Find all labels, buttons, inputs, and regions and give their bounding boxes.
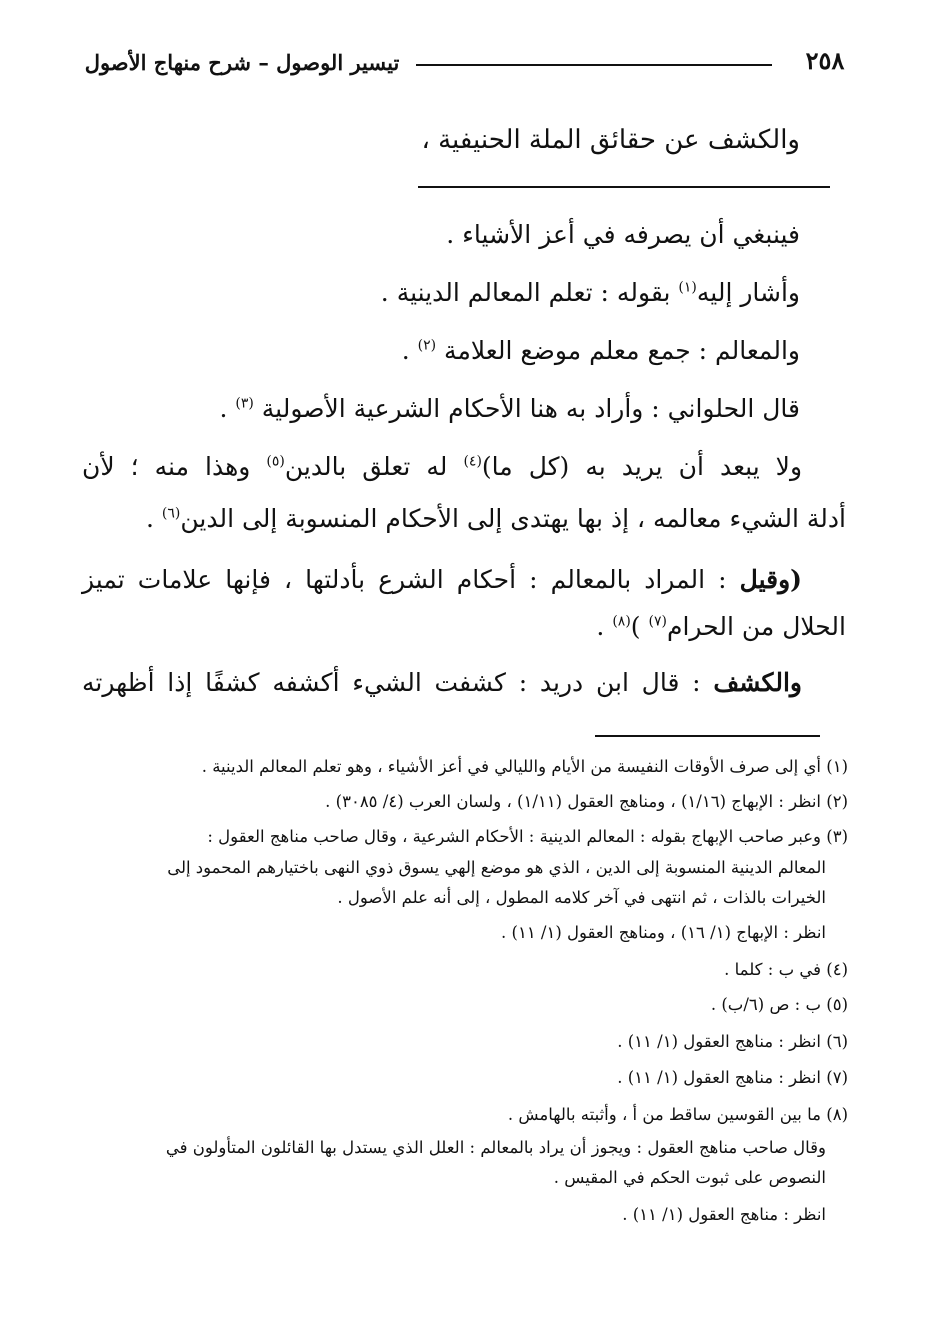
footnote-3-reference: انظر : الإبهاج (١/ ١٦) ، ومناهج العقول (١/ ١١) . [501,923,826,942]
footnote-ref: (١) [678,279,697,296]
footnote-7: (٧) انظر : مناهج العقول (١/ ١١) . [617,1068,848,1087]
body-text: الحلال من الحرام [666,612,846,641]
matn-divider [418,186,830,188]
footnote-8-reference: انظر : مناهج العقول (١/ ١١) . [622,1205,826,1224]
footnote-3-continuation: الخيرات بالذات ، ثم انتهى في آخر كلامه المطول ، إلى أنه علم الأصول . [337,888,826,907]
body-paragraph-6-line-1 [82,565,802,594]
running-title: تيسير الوصول – شرح منهاج الأصول [84,50,400,75]
body-text: ولا يبعد أن يريد به (كل ما) [481,452,803,481]
footnote-divider [595,735,820,737]
body-text: أدلة الشيء معالمه ، إذ بها يهتدى إلى الأحكام المنسوبة إلى الدين [180,504,846,533]
body-text: : المراد بالمعالم : أحكام الشرع بأدلتها ، فإنها علامات تميز [82,565,740,594]
footnote-ref: (٥) [266,453,285,470]
lead-term: والكشف [713,668,802,697]
footnote-ref: (٢) [417,337,437,354]
footnote-1: (١) أي إلى صرف الأوقات النفيسة من الأيام والليالي في أعز الأشياء ، وهو تعلم المعالم الدينية . [201,757,848,776]
body-paragraph-5-line-1 [82,452,802,481]
body-paragraph-3 [90,336,800,365]
footnote-ref: (٤) [463,453,482,470]
header-divider [416,64,772,66]
footnote-4: (٤) في ب : كلما . [724,960,848,979]
lead-term: (وقيل [739,565,802,594]
body-paragraph-2 [90,278,800,307]
body-text: له تعلق بالدين [284,452,464,481]
body-text: . [596,612,613,641]
body-text: وهذا منه ؛ لأن [82,452,267,481]
body-text: . [401,336,418,365]
body-paragraph-6-line-2 [82,612,846,641]
body-paragraph-4 [90,394,800,423]
body-text: ) [630,612,649,641]
footnote-3: (٣) وعبر صاحب الإبهاج بقوله : المعالم الدينية : الأحكام الشرعية ، وقال صاحب مناهج العقول : [207,827,848,846]
footnote-2: (٢) انظر : الإبهاج (١/١٦) ، ومناهج العقول (١/١١) ، ولسان العرب (٤/ ٣٠٨٥) . [325,792,848,811]
body-text: والمعالم : جمع معلم موضع العلامة [436,336,800,365]
body-text: بقوله : تعلم المعالم الدينية . [380,278,679,307]
body-text: وأشار إليه [696,278,800,307]
body-text: : قال ابن دريد : كشفت الشيء أكشفه كشفًا إذا أظهرته [82,668,714,697]
footnote-8: (٨) ما بين القوسين ساقط من أ ، وأثبته بالهامش . [507,1105,848,1124]
footnote-5: (٥) ب : ص (٦/ب) . [710,995,848,1014]
body-paragraph-1 [90,220,800,249]
footnote-8-continuation: وقال صاحب مناهج العقول : ويجوز أن يراد بالمعالم : العلل الذي يستدل بها القائلون المتأولون في [165,1138,826,1157]
body-text: . [145,504,162,533]
body-text: قال الحلواني : وأراد به هنا الأحكام الشرعية الأصولية [253,394,800,423]
body-text: . [219,394,236,423]
footnote-ref: (٣) [235,395,254,412]
body-paragraph-5-line-2 [82,504,846,533]
footnote-ref: (٧) [648,613,667,630]
body-text: فينبغي أن يصرفه في أعز الأشياء . [446,220,800,249]
body-paragraph-7 [82,668,802,697]
footnote-8-continuation: النصوص على ثبوت الحكم في المقيس . [553,1168,826,1187]
footnote-ref: (٦) [161,505,181,522]
page-number: ٢٥٨ [805,46,845,75]
footnote-3-continuation: المعالم الدينية المنسوبة إلى الدين ، الذي هو موضع إلهي يسوق ذوي النهى باختيارهم المحمود إلى [167,858,826,877]
footnote-6: (٦) انظر : مناهج العقول (١/ ١١) . [617,1032,848,1051]
footnote-ref: (٨) [612,613,631,630]
matn-text: والكشف عن حقائق الملة الحنيفية ، [421,125,800,155]
